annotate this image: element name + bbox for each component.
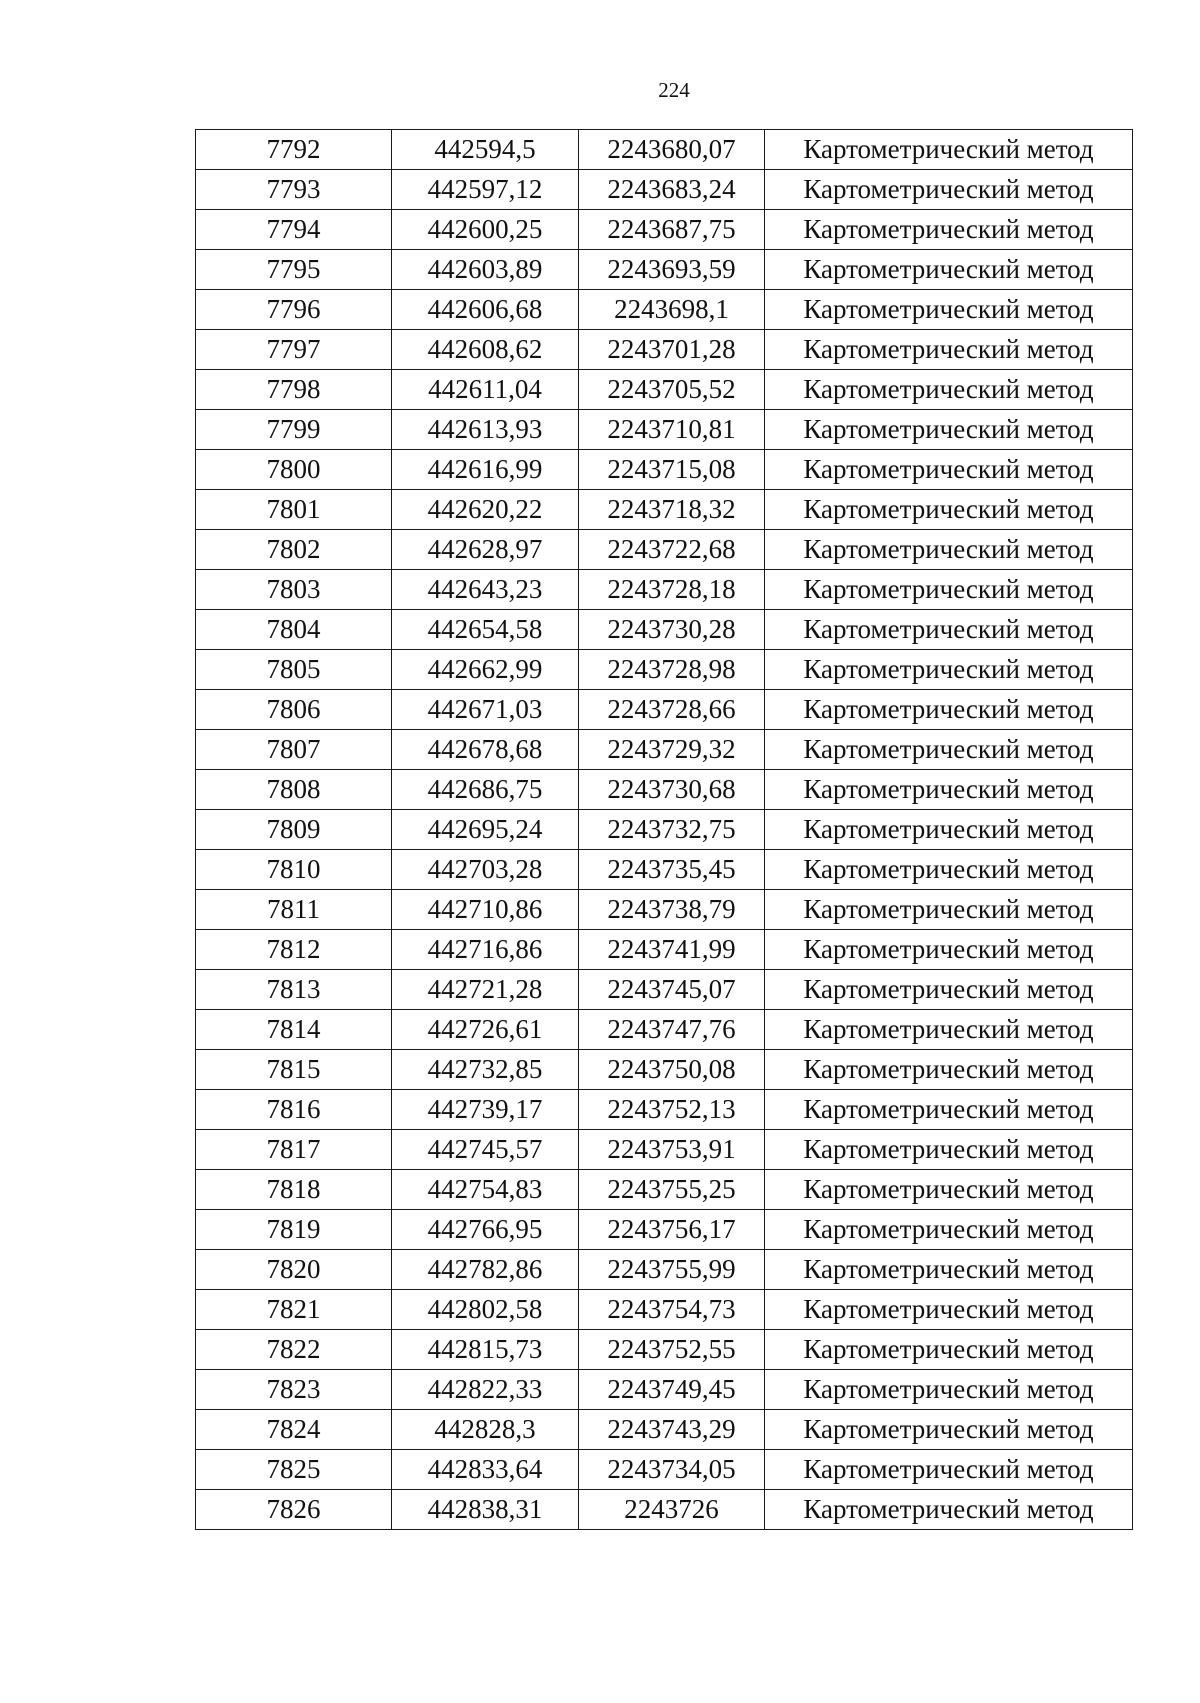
table-row [196, 130, 1133, 170]
x-coordinate-cell: 442766,95 [392, 1210, 579, 1250]
method-cell: Картометрический метод [765, 1250, 1133, 1290]
table-row [196, 490, 1133, 530]
x-coordinate-cell: 442782,86 [392, 1250, 579, 1290]
table-row [196, 570, 1133, 610]
x-coordinate-cell: 442828,3 [392, 1410, 579, 1450]
method-cell: Картометрический метод [765, 250, 1133, 290]
table-row [196, 930, 1133, 970]
x-coordinate-cell: 442611,04 [392, 370, 579, 410]
x-coordinate-cell: 442600,25 [392, 210, 579, 250]
y-coordinate-cell: 2243747,76 [579, 1010, 765, 1050]
y-coordinate-cell: 2243726 [579, 1490, 765, 1530]
point-number-cell: 7798 [196, 370, 392, 410]
y-coordinate-cell: 2243753,91 [579, 1130, 765, 1170]
table-row [196, 1330, 1133, 1370]
point-number-cell: 7817 [196, 1130, 392, 1170]
y-coordinate-cell: 2243755,99 [579, 1250, 765, 1290]
point-number-cell: 7813 [196, 970, 392, 1010]
table-row [196, 1130, 1133, 1170]
y-coordinate-cell: 2243754,73 [579, 1290, 765, 1330]
table-row [196, 450, 1133, 490]
point-number-cell: 7792 [196, 130, 392, 170]
method-cell: Картометрический метод [765, 890, 1133, 930]
y-coordinate-cell: 2243728,98 [579, 650, 765, 690]
table-row [196, 290, 1133, 330]
x-coordinate-cell: 442726,61 [392, 1010, 579, 1050]
y-coordinate-cell: 2243728,66 [579, 690, 765, 730]
x-coordinate-cell: 442833,64 [392, 1450, 579, 1490]
point-number-cell: 7793 [196, 170, 392, 210]
x-coordinate-cell: 442662,99 [392, 650, 579, 690]
x-coordinate-cell: 442695,24 [392, 810, 579, 850]
point-number-cell: 7826 [196, 1490, 392, 1530]
table-row [196, 650, 1133, 690]
point-number-cell: 7809 [196, 810, 392, 850]
y-coordinate-cell: 2243756,17 [579, 1210, 765, 1250]
point-number-cell: 7818 [196, 1170, 392, 1210]
table-row [196, 530, 1133, 570]
table-row [196, 1450, 1133, 1490]
method-cell: Картометрический метод [765, 410, 1133, 450]
table-row [196, 1250, 1133, 1290]
method-cell: Картометрический метод [765, 130, 1133, 170]
point-number-cell: 7814 [196, 1010, 392, 1050]
table-row [196, 1370, 1133, 1410]
table-row [196, 250, 1133, 290]
page-number: 224 [658, 78, 690, 102]
x-coordinate-cell: 442754,83 [392, 1170, 579, 1210]
y-coordinate-cell: 2243683,24 [579, 170, 765, 210]
table-row [196, 410, 1133, 450]
y-coordinate-cell: 2243718,32 [579, 490, 765, 530]
point-number-cell: 7807 [196, 730, 392, 770]
method-cell: Картометрический метод [765, 770, 1133, 810]
x-coordinate-cell: 442703,28 [392, 850, 579, 890]
point-number-cell: 7794 [196, 210, 392, 250]
table-row [196, 170, 1133, 210]
x-coordinate-cell: 442594,5 [392, 130, 579, 170]
method-cell: Картометрический метод [765, 570, 1133, 610]
table-row [196, 810, 1133, 850]
y-coordinate-cell: 2243755,25 [579, 1170, 765, 1210]
y-coordinate-cell: 2243698,1 [579, 290, 765, 330]
x-coordinate-cell: 442838,31 [392, 1490, 579, 1530]
y-coordinate-cell: 2243729,32 [579, 730, 765, 770]
point-number-cell: 7808 [196, 770, 392, 810]
coordinates-table [195, 129, 1133, 1530]
method-cell: Картометрический метод [765, 1490, 1133, 1530]
method-cell: Картометрический метод [765, 610, 1133, 650]
y-coordinate-cell: 2243728,18 [579, 570, 765, 610]
y-coordinate-cell: 2243687,75 [579, 210, 765, 250]
y-coordinate-cell: 2243732,75 [579, 810, 765, 850]
point-number-cell: 7806 [196, 690, 392, 730]
point-number-cell: 7821 [196, 1290, 392, 1330]
point-number-cell: 7801 [196, 490, 392, 530]
y-coordinate-cell: 2243710,81 [579, 410, 765, 450]
method-cell: Картометрический метод [765, 1330, 1133, 1370]
method-cell: Картометрический метод [765, 330, 1133, 370]
method-cell: Картометрический метод [765, 210, 1133, 250]
x-coordinate-cell: 442686,75 [392, 770, 579, 810]
method-cell: Картометрический метод [765, 1010, 1133, 1050]
table-row [196, 730, 1133, 770]
method-cell: Картометрический метод [765, 850, 1133, 890]
point-number-cell: 7811 [196, 890, 392, 930]
x-coordinate-cell: 442613,93 [392, 410, 579, 450]
y-coordinate-cell: 2243730,68 [579, 770, 765, 810]
table-row [196, 210, 1133, 250]
point-number-cell: 7815 [196, 1050, 392, 1090]
x-coordinate-cell: 442597,12 [392, 170, 579, 210]
point-number-cell: 7825 [196, 1450, 392, 1490]
method-cell: Картометрический метод [765, 1050, 1133, 1090]
x-coordinate-cell: 442678,68 [392, 730, 579, 770]
x-coordinate-cell: 442603,89 [392, 250, 579, 290]
x-coordinate-cell: 442802,58 [392, 1290, 579, 1330]
point-number-cell: 7812 [196, 930, 392, 970]
table-row [196, 1170, 1133, 1210]
y-coordinate-cell: 2243735,45 [579, 850, 765, 890]
point-number-cell: 7796 [196, 290, 392, 330]
table-row [196, 370, 1133, 410]
point-number-cell: 7822 [196, 1330, 392, 1370]
method-cell: Картометрический метод [765, 530, 1133, 570]
point-number-cell: 7802 [196, 530, 392, 570]
method-cell: Картометрический метод [765, 810, 1133, 850]
x-coordinate-cell: 442822,33 [392, 1370, 579, 1410]
y-coordinate-cell: 2243752,13 [579, 1090, 765, 1130]
table-row [196, 850, 1133, 890]
point-number-cell: 7800 [196, 450, 392, 490]
method-cell: Картометрический метод [765, 1410, 1133, 1450]
method-cell: Картометрический метод [765, 1370, 1133, 1410]
y-coordinate-cell: 2243750,08 [579, 1050, 765, 1090]
x-coordinate-cell: 442628,97 [392, 530, 579, 570]
table-row [196, 1410, 1133, 1450]
method-cell: Картометрический метод [765, 930, 1133, 970]
table-row [196, 1490, 1133, 1530]
method-cell: Картометрический метод [765, 1290, 1133, 1330]
x-coordinate-cell: 442608,62 [392, 330, 579, 370]
method-cell: Картометрический метод [765, 490, 1133, 530]
point-number-cell: 7795 [196, 250, 392, 290]
method-cell: Картометрический метод [765, 970, 1133, 1010]
y-coordinate-cell: 2243680,07 [579, 130, 765, 170]
method-cell: Картометрический метод [765, 1450, 1133, 1490]
point-number-cell: 7797 [196, 330, 392, 370]
y-coordinate-cell: 2243730,28 [579, 610, 765, 650]
method-cell: Картометрический метод [765, 730, 1133, 770]
y-coordinate-cell: 2243734,05 [579, 1450, 765, 1490]
table-row [196, 890, 1133, 930]
point-number-cell: 7816 [196, 1090, 392, 1130]
x-coordinate-cell: 442710,86 [392, 890, 579, 930]
y-coordinate-cell: 2243693,59 [579, 250, 765, 290]
point-number-cell: 7799 [196, 410, 392, 450]
method-cell: Картометрический метод [765, 370, 1133, 410]
y-coordinate-cell: 2243752,55 [579, 1330, 765, 1370]
table-row [196, 690, 1133, 730]
x-coordinate-cell: 442671,03 [392, 690, 579, 730]
x-coordinate-cell: 442815,73 [392, 1330, 579, 1370]
method-cell: Картометрический метод [765, 170, 1133, 210]
x-coordinate-cell: 442721,28 [392, 970, 579, 1010]
x-coordinate-cell: 442654,58 [392, 610, 579, 650]
x-coordinate-cell: 442732,85 [392, 1050, 579, 1090]
method-cell: Картометрический метод [765, 1130, 1133, 1170]
table-row [196, 970, 1133, 1010]
method-cell: Картометрический метод [765, 1210, 1133, 1250]
y-coordinate-cell: 2243741,99 [579, 930, 765, 970]
point-number-cell: 7819 [196, 1210, 392, 1250]
point-number-cell: 7824 [196, 1410, 392, 1450]
method-cell: Картометрический метод [765, 290, 1133, 330]
y-coordinate-cell: 2243722,68 [579, 530, 765, 570]
y-coordinate-cell: 2243705,52 [579, 370, 765, 410]
x-coordinate-cell: 442716,86 [392, 930, 579, 970]
x-coordinate-cell: 442745,57 [392, 1130, 579, 1170]
table-row [196, 1210, 1133, 1250]
method-cell: Картометрический метод [765, 1170, 1133, 1210]
table-row [196, 1090, 1133, 1130]
coordinates-table-body [196, 130, 1133, 1530]
x-coordinate-cell: 442616,99 [392, 450, 579, 490]
method-cell: Картометрический метод [765, 690, 1133, 730]
x-coordinate-cell: 442643,23 [392, 570, 579, 610]
x-coordinate-cell: 442606,68 [392, 290, 579, 330]
point-number-cell: 7805 [196, 650, 392, 690]
y-coordinate-cell: 2243715,08 [579, 450, 765, 490]
table-row [196, 770, 1133, 810]
table-row [196, 1290, 1133, 1330]
table-row [196, 610, 1133, 650]
point-number-cell: 7820 [196, 1250, 392, 1290]
table-row [196, 1010, 1133, 1050]
method-cell: Картометрический метод [765, 650, 1133, 690]
y-coordinate-cell: 2243745,07 [579, 970, 765, 1010]
point-number-cell: 7823 [196, 1370, 392, 1410]
method-cell: Картометрический метод [765, 1090, 1133, 1130]
y-coordinate-cell: 2243738,79 [579, 890, 765, 930]
point-number-cell: 7810 [196, 850, 392, 890]
y-coordinate-cell: 2243749,45 [579, 1370, 765, 1410]
x-coordinate-cell: 442620,22 [392, 490, 579, 530]
table-row [196, 330, 1133, 370]
x-coordinate-cell: 442739,17 [392, 1090, 579, 1130]
y-coordinate-cell: 2243701,28 [579, 330, 765, 370]
point-number-cell: 7804 [196, 610, 392, 650]
point-number-cell: 7803 [196, 570, 392, 610]
method-cell: Картометрический метод [765, 450, 1133, 490]
table-row [196, 1050, 1133, 1090]
y-coordinate-cell: 2243743,29 [579, 1410, 765, 1450]
